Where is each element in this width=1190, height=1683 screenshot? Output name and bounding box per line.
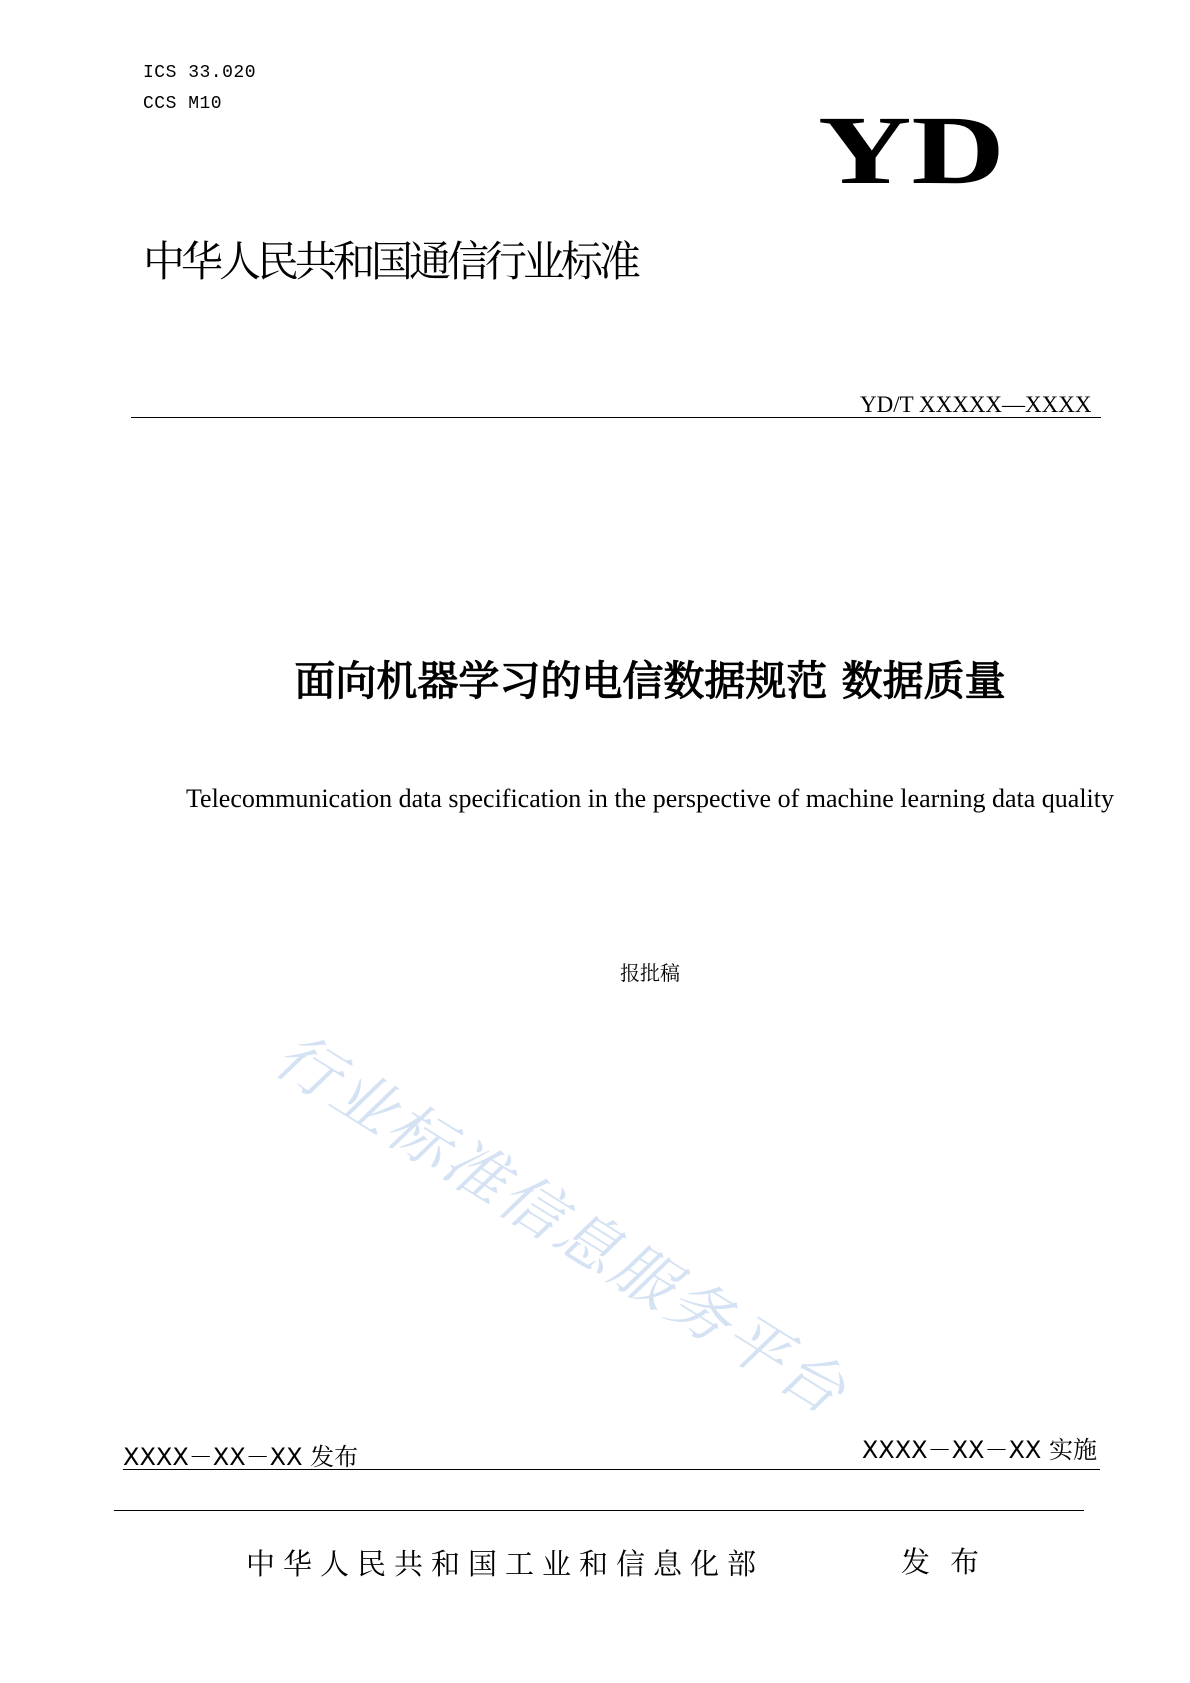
issue-word: 发布	[901, 1545, 1000, 1579]
date-divider	[123, 1469, 1100, 1470]
header-divider	[131, 417, 1101, 418]
standard-category: 中华人民共和国通信行业标准	[143, 237, 638, 286]
watermark: 行业标准信息服务平台	[262, 1018, 861, 1430]
yd-logo: YD	[818, 97, 1005, 205]
issuer: 中华人民共和国工业和信息化部	[246, 1547, 765, 1581]
publish-date: XXXX－XX－XX 发布	[123, 1443, 359, 1471]
footer-divider	[114, 1510, 1084, 1511]
title-english: Telecommunication data specification in the perspective of machine learning data quality	[185, 784, 1115, 813]
draft-status: 报批稿	[620, 961, 680, 985]
ccs-code: CCS M10	[143, 94, 223, 114]
title-chinese: 面向机器学习的电信数据规范 数据质量	[294, 657, 1006, 705]
ics-code: ICS 33.020	[143, 63, 257, 83]
standard-code: YD/T XXXXX—XXXX	[860, 392, 1092, 417]
implement-date: XXXX－XX－XX 实施	[861, 1436, 1097, 1464]
